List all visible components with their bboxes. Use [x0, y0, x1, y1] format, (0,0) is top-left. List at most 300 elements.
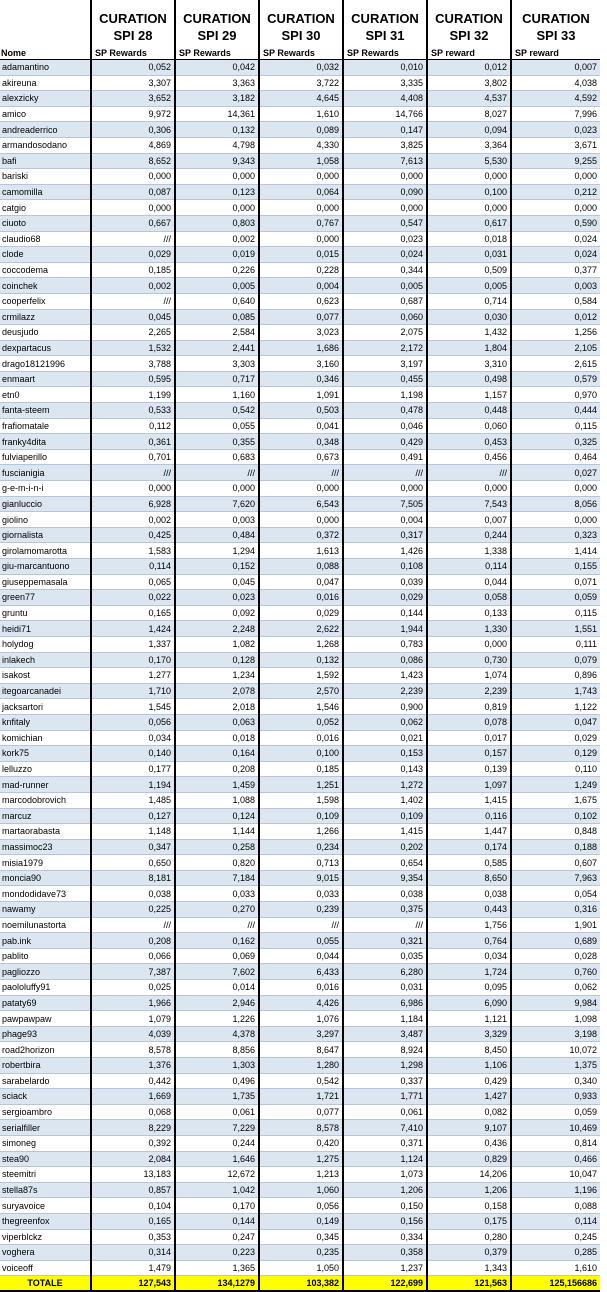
- row-value-cell: 4,869: [91, 137, 175, 153]
- row-value-cell: 1,124: [343, 1151, 427, 1167]
- table-row: [0, 418, 600, 434]
- row-value-cell: 0,002: [175, 231, 259, 247]
- row-value-cell: 1,266: [259, 824, 343, 840]
- row-value-cell: 0,760: [511, 964, 600, 980]
- row-value-cell: 0,162: [175, 933, 259, 949]
- row-value-cell: 0,062: [343, 714, 427, 730]
- row-value-cell: 9,107: [427, 1120, 511, 1136]
- row-value-cell: 0,896: [511, 668, 600, 684]
- row-value-cell: 0,000: [175, 200, 259, 216]
- row-name-cell: phage93: [0, 1026, 91, 1042]
- table-row: [0, 512, 600, 528]
- row-name-cell: noemilunastorta: [0, 917, 91, 933]
- header-title-row: [0, 0, 600, 46]
- table-row: [0, 1104, 600, 1120]
- row-value-cell: 0,466: [511, 1151, 600, 1167]
- row-value-cell: ///: [259, 465, 343, 481]
- row-value-cell: 1,365: [175, 1260, 259, 1276]
- row-value-cell: 8,856: [175, 1042, 259, 1058]
- row-value-cell: 0,038: [91, 886, 175, 902]
- row-name-cell: pawpawpaw: [0, 1011, 91, 1027]
- table-row: [0, 293, 600, 309]
- row-value-cell: 1,901: [511, 917, 600, 933]
- table-row: [0, 527, 600, 543]
- row-name-cell: dexpartacus: [0, 340, 91, 356]
- row-value-cell: 8,924: [343, 1042, 427, 1058]
- row-value-cell: 0,244: [175, 1135, 259, 1151]
- row-value-cell: 0,509: [427, 262, 511, 278]
- column-sublabel: SP reward: [511, 46, 600, 60]
- column-header-title: [343, 0, 427, 46]
- row-value-cell: 1,194: [91, 777, 175, 793]
- row-value-cell: 0,448: [427, 403, 511, 419]
- row-value-cell: 0,234: [259, 839, 343, 855]
- row-value-cell: 0,933: [511, 1089, 600, 1105]
- row-value-cell: 1,121: [427, 1011, 511, 1027]
- table-row: [0, 75, 600, 91]
- row-value-cell: 0,202: [343, 839, 427, 855]
- row-value-cell: 7,620: [175, 496, 259, 512]
- row-value-cell: 1,686: [259, 340, 343, 356]
- table-row: [0, 980, 600, 996]
- row-value-cell: ///: [343, 917, 427, 933]
- row-value-cell: 0,226: [175, 262, 259, 278]
- row-value-cell: 0,035: [343, 948, 427, 964]
- row-value-cell: 4,038: [511, 75, 600, 91]
- row-value-cell: 2,584: [175, 325, 259, 341]
- row-value-cell: 2,075: [343, 325, 427, 341]
- row-value-cell: 0,316: [511, 902, 600, 918]
- row-value-cell: 0,372: [259, 527, 343, 543]
- row-value-cell: 1,610: [511, 1260, 600, 1276]
- row-value-cell: 1,060: [259, 1182, 343, 1198]
- row-value-cell: ///: [175, 465, 259, 481]
- row-value-cell: 0,010: [343, 60, 427, 76]
- row-value-cell: 1,613: [259, 543, 343, 559]
- table-row: [0, 1260, 600, 1276]
- row-value-cell: 1,402: [343, 792, 427, 808]
- table-row: [0, 995, 600, 1011]
- row-value-cell: 0,000: [91, 481, 175, 497]
- table-row: [0, 636, 600, 652]
- row-value-cell: 0,654: [343, 855, 427, 871]
- column-header-title: [427, 0, 511, 46]
- table-row: [0, 746, 600, 762]
- row-value-cell: 1,050: [259, 1260, 343, 1276]
- row-name-cell: girolamomarotta: [0, 543, 91, 559]
- row-name-cell: heidi71: [0, 621, 91, 637]
- row-value-cell: 1,213: [259, 1167, 343, 1183]
- row-value-cell: 9,255: [511, 153, 600, 169]
- row-value-cell: 1,206: [427, 1182, 511, 1198]
- row-value-cell: 1,669: [91, 1089, 175, 1105]
- row-value-cell: 0,617: [427, 215, 511, 231]
- row-value-cell: 0,667: [91, 215, 175, 231]
- row-value-cell: 1,646: [175, 1151, 259, 1167]
- row-value-cell: 0,306: [91, 122, 175, 138]
- column-title-line2: SPI 28: [113, 28, 153, 43]
- table-row: [0, 496, 600, 512]
- row-value-cell: 3,310: [427, 356, 511, 372]
- row-value-cell: 0,114: [91, 559, 175, 575]
- row-value-cell: 0,247: [175, 1229, 259, 1245]
- row-name-cell: knfitaly: [0, 714, 91, 730]
- total-row: [0, 1276, 600, 1292]
- row-value-cell: 2,105: [511, 340, 600, 356]
- row-value-cell: 0,155: [511, 559, 600, 575]
- row-value-cell: 0,007: [511, 60, 600, 76]
- table-row: [0, 1167, 600, 1183]
- table-row: [0, 434, 600, 450]
- row-name-cell: franky4dita: [0, 434, 91, 450]
- row-value-cell: 1,106: [427, 1058, 511, 1074]
- row-value-cell: 0,673: [259, 449, 343, 465]
- row-value-cell: 0,420: [259, 1135, 343, 1151]
- row-value-cell: 0,029: [259, 605, 343, 621]
- row-value-cell: 0,005: [175, 278, 259, 294]
- row-value-cell: 1,592: [259, 668, 343, 684]
- row-name-cell: gruntu: [0, 605, 91, 621]
- row-value-cell: 0,000: [259, 512, 343, 528]
- row-value-cell: 2,946: [175, 995, 259, 1011]
- row-value-cell: 1,234: [175, 668, 259, 684]
- row-value-cell: 0,444: [511, 403, 600, 419]
- table-row: [0, 574, 600, 590]
- row-value-cell: 0,379: [427, 1245, 511, 1261]
- row-value-cell: 0,000: [343, 481, 427, 497]
- row-name-cell: komichian: [0, 730, 91, 746]
- row-value-cell: ///: [175, 917, 259, 933]
- row-value-cell: 1,415: [427, 792, 511, 808]
- row-name-cell: bafi: [0, 153, 91, 169]
- row-value-cell: 14,766: [343, 106, 427, 122]
- row-value-cell: 0,325: [511, 434, 600, 450]
- row-value-cell: 3,307: [91, 75, 175, 91]
- row-name-cell: voiceoff: [0, 1260, 91, 1276]
- row-value-cell: 6,986: [343, 995, 427, 1011]
- row-value-cell: 0,034: [427, 948, 511, 964]
- row-value-cell: 0,347: [91, 839, 175, 855]
- row-name-cell: voghera: [0, 1245, 91, 1261]
- row-value-cell: 0,585: [427, 855, 511, 871]
- table-row: [0, 371, 600, 387]
- row-value-cell: 2,265: [91, 325, 175, 341]
- row-value-cell: 0,029: [511, 730, 600, 746]
- row-value-cell: ///: [91, 465, 175, 481]
- row-value-cell: 0,039: [343, 574, 427, 590]
- row-value-cell: 0,829: [427, 1151, 511, 1167]
- row-value-cell: 0,059: [511, 1104, 600, 1120]
- row-value-cell: 0,542: [259, 1073, 343, 1089]
- row-value-cell: 14,361: [175, 106, 259, 122]
- row-name-cell: suryavoice: [0, 1198, 91, 1214]
- row-value-cell: 9,972: [91, 106, 175, 122]
- row-value-cell: 1,743: [511, 683, 600, 699]
- row-value-cell: 0,023: [175, 590, 259, 606]
- row-value-cell: 0,034: [91, 730, 175, 746]
- row-value-cell: 0,174: [427, 839, 511, 855]
- row-value-cell: 9,354: [343, 870, 427, 886]
- row-value-cell: 0,239: [259, 902, 343, 918]
- row-value-cell: 0,185: [259, 761, 343, 777]
- row-value-cell: 0,436: [427, 1135, 511, 1151]
- row-name-cell: catgio: [0, 200, 91, 216]
- row-value-cell: 1,432: [427, 325, 511, 341]
- row-value-cell: 0,038: [343, 886, 427, 902]
- row-value-cell: 0,088: [511, 1198, 600, 1214]
- row-value-cell: 0,442: [91, 1073, 175, 1089]
- row-value-cell: 0,157: [427, 746, 511, 762]
- total-value-cell: 125,156686: [511, 1276, 600, 1292]
- column-header-title: [511, 0, 600, 46]
- row-value-cell: 0,000: [427, 636, 511, 652]
- row-value-cell: 1,256: [511, 325, 600, 341]
- row-name-cell: jacksartori: [0, 699, 91, 715]
- row-value-cell: 6,090: [427, 995, 511, 1011]
- row-value-cell: 0,029: [91, 247, 175, 263]
- row-value-cell: 0,623: [259, 293, 343, 309]
- row-value-cell: 1,598: [259, 792, 343, 808]
- row-name-cell: stella87s: [0, 1182, 91, 1198]
- row-value-cell: 0,000: [259, 481, 343, 497]
- row-value-cell: 0,004: [343, 512, 427, 528]
- row-value-cell: 0,713: [259, 855, 343, 871]
- row-value-cell: 0,123: [175, 184, 259, 200]
- row-value-cell: 0,464: [511, 449, 600, 465]
- row-value-cell: 0,044: [259, 948, 343, 964]
- row-value-cell: 1,423: [343, 668, 427, 684]
- row-value-cell: 0,132: [259, 652, 343, 668]
- header-sublabel-row: [0, 46, 600, 60]
- row-value-cell: 0,900: [343, 699, 427, 715]
- row-name-cell: stea90: [0, 1151, 91, 1167]
- row-value-cell: 0,143: [343, 761, 427, 777]
- row-value-cell: 0,052: [259, 714, 343, 730]
- row-value-cell: 0,857: [91, 1182, 175, 1198]
- row-value-cell: 0,353: [91, 1229, 175, 1245]
- table-row: [0, 309, 600, 325]
- row-value-cell: 0,116: [427, 808, 511, 824]
- row-value-cell: 9,343: [175, 153, 259, 169]
- row-value-cell: 7,410: [343, 1120, 427, 1136]
- row-value-cell: 1,545: [91, 699, 175, 715]
- row-value-cell: 0,114: [511, 1213, 600, 1229]
- row-value-cell: 0,024: [511, 231, 600, 247]
- row-value-cell: 10,072: [511, 1042, 600, 1058]
- row-value-cell: 0,270: [175, 902, 259, 918]
- row-value-cell: 0,045: [175, 574, 259, 590]
- row-value-cell: 0,087: [91, 184, 175, 200]
- row-value-cell: 0,498: [427, 371, 511, 387]
- row-value-cell: 0,112: [91, 418, 175, 434]
- table-row: [0, 278, 600, 294]
- row-value-cell: 0,005: [343, 278, 427, 294]
- row-value-cell: 0,147: [343, 122, 427, 138]
- table-row: [0, 1026, 600, 1042]
- row-name-cell: sarabelardo: [0, 1073, 91, 1089]
- row-value-cell: 0,060: [427, 418, 511, 434]
- table-row: [0, 137, 600, 153]
- table-row: [0, 683, 600, 699]
- row-value-cell: 0,044: [427, 574, 511, 590]
- table-row: [0, 1011, 600, 1027]
- column-title-line1: CURATION: [351, 11, 419, 26]
- row-value-cell: 0,156: [343, 1213, 427, 1229]
- row-name-cell: enmaart: [0, 371, 91, 387]
- row-value-cell: 1,157: [427, 387, 511, 403]
- row-name-cell: serialfiller: [0, 1120, 91, 1136]
- row-value-cell: 0,767: [259, 215, 343, 231]
- row-value-cell: 4,798: [175, 137, 259, 153]
- row-value-cell: 0,185: [91, 262, 175, 278]
- table-row: [0, 231, 600, 247]
- row-value-cell: 0,212: [511, 184, 600, 200]
- table-row: [0, 839, 600, 855]
- row-value-cell: 0,065: [91, 574, 175, 590]
- row-value-cell: 1,338: [427, 543, 511, 559]
- row-value-cell: 0,089: [259, 122, 343, 138]
- row-value-cell: 0,017: [427, 730, 511, 746]
- row-value-cell: 0,115: [511, 605, 600, 621]
- row-value-cell: 3,335: [343, 75, 427, 91]
- row-value-cell: 0,687: [343, 293, 427, 309]
- row-value-cell: 0,024: [343, 247, 427, 263]
- row-value-cell: 1,280: [259, 1058, 343, 1074]
- row-value-cell: 0,547: [343, 215, 427, 231]
- row-value-cell: 3,197: [343, 356, 427, 372]
- row-value-cell: 0,066: [91, 948, 175, 964]
- table-row: [0, 699, 600, 715]
- row-name-cell: green77: [0, 590, 91, 606]
- table-row: [0, 948, 600, 964]
- row-value-cell: 0,016: [259, 980, 343, 996]
- row-value-cell: 0,285: [511, 1245, 600, 1261]
- row-value-cell: 0,003: [511, 278, 600, 294]
- row-value-cell: 0,109: [343, 808, 427, 824]
- row-value-cell: 8,229: [91, 1120, 175, 1136]
- row-value-cell: 0,052: [91, 60, 175, 76]
- row-value-cell: 1,268: [259, 636, 343, 652]
- row-value-cell: 0,046: [343, 418, 427, 434]
- row-value-cell: 10,469: [511, 1120, 600, 1136]
- row-value-cell: 1,091: [259, 387, 343, 403]
- table-row: [0, 153, 600, 169]
- row-name-cell: amico: [0, 106, 91, 122]
- row-value-cell: 0,047: [511, 714, 600, 730]
- column-sublabel: SP Rewards: [175, 46, 259, 60]
- row-value-cell: 0,027: [511, 465, 600, 481]
- row-name-cell: camomilla: [0, 184, 91, 200]
- row-value-cell: 0,100: [427, 184, 511, 200]
- row-name-cell: gianluccio: [0, 496, 91, 512]
- row-value-cell: 1,330: [427, 621, 511, 637]
- row-value-cell: 0,344: [343, 262, 427, 278]
- table-row: [0, 1058, 600, 1074]
- row-name-cell: fuscianigia: [0, 465, 91, 481]
- row-value-cell: 0,012: [511, 309, 600, 325]
- row-value-cell: 0,024: [511, 247, 600, 263]
- row-value-cell: 0,016: [259, 730, 343, 746]
- row-value-cell: 0,056: [91, 714, 175, 730]
- table-row: [0, 824, 600, 840]
- row-value-cell: 1,485: [91, 792, 175, 808]
- row-value-cell: 0,188: [511, 839, 600, 855]
- row-name-cell: clode: [0, 247, 91, 263]
- row-value-cell: 0,150: [343, 1198, 427, 1214]
- row-value-cell: 0,170: [91, 652, 175, 668]
- row-value-cell: 0,803: [175, 215, 259, 231]
- row-name-cell: deusjudo: [0, 325, 91, 341]
- table-row: [0, 714, 600, 730]
- row-value-cell: 0,060: [343, 309, 427, 325]
- header-name-label: Nome: [0, 46, 91, 60]
- row-name-cell: nawamy: [0, 902, 91, 918]
- row-name-cell: crmilazz: [0, 309, 91, 325]
- row-value-cell: 1,184: [343, 1011, 427, 1027]
- row-value-cell: 0,000: [427, 481, 511, 497]
- row-value-cell: 10,047: [511, 1167, 600, 1183]
- row-value-cell: 0,033: [175, 886, 259, 902]
- row-value-cell: ///: [91, 231, 175, 247]
- column-title-line1: CURATION: [435, 11, 503, 26]
- row-value-cell: 0,124: [175, 808, 259, 824]
- row-value-cell: 0,683: [175, 449, 259, 465]
- table-row: [0, 870, 600, 886]
- row-name-cell: marcodobrovich: [0, 792, 91, 808]
- row-value-cell: 0,340: [511, 1073, 600, 1089]
- row-name-cell: marcuz: [0, 808, 91, 824]
- row-value-cell: 1,277: [91, 668, 175, 684]
- row-value-cell: 4,426: [259, 995, 343, 1011]
- row-value-cell: 1,447: [427, 824, 511, 840]
- column-title-line1: CURATION: [183, 11, 251, 26]
- row-value-cell: 6,433: [259, 964, 343, 980]
- row-value-cell: 0,149: [259, 1213, 343, 1229]
- row-value-cell: 1,756: [427, 917, 511, 933]
- row-value-cell: 1,551: [511, 621, 600, 637]
- row-value-cell: 0,095: [427, 980, 511, 996]
- table-row: [0, 917, 600, 933]
- row-name-cell: giornalista: [0, 527, 91, 543]
- row-name-cell: claudio68: [0, 231, 91, 247]
- total-value-cell: 127,543: [91, 1276, 175, 1292]
- row-value-cell: 3,160: [259, 356, 343, 372]
- row-value-cell: 0,062: [511, 980, 600, 996]
- row-value-cell: 0,000: [175, 481, 259, 497]
- row-value-cell: 3,198: [511, 1026, 600, 1042]
- row-value-cell: 1,966: [91, 995, 175, 1011]
- row-value-cell: 0,063: [175, 714, 259, 730]
- row-value-cell: 1,148: [91, 824, 175, 840]
- column-title-line2: SPI 33: [536, 28, 576, 43]
- row-value-cell: 0,689: [511, 933, 600, 949]
- row-value-cell: 0,579: [511, 371, 600, 387]
- table-row: [0, 1229, 600, 1245]
- row-value-cell: 0,361: [91, 434, 175, 450]
- row-value-cell: 0,022: [91, 590, 175, 606]
- row-value-cell: 1,804: [427, 340, 511, 356]
- row-value-cell: 1,042: [175, 1182, 259, 1198]
- row-value-cell: 1,424: [91, 621, 175, 637]
- row-value-cell: 0,000: [259, 200, 343, 216]
- table-row: [0, 855, 600, 871]
- row-value-cell: 0,028: [511, 948, 600, 964]
- row-value-cell: 0,717: [175, 371, 259, 387]
- row-value-cell: 0,000: [91, 169, 175, 185]
- row-value-cell: 0,127: [91, 808, 175, 824]
- row-value-cell: 0,025: [91, 980, 175, 996]
- row-value-cell: ///: [91, 293, 175, 309]
